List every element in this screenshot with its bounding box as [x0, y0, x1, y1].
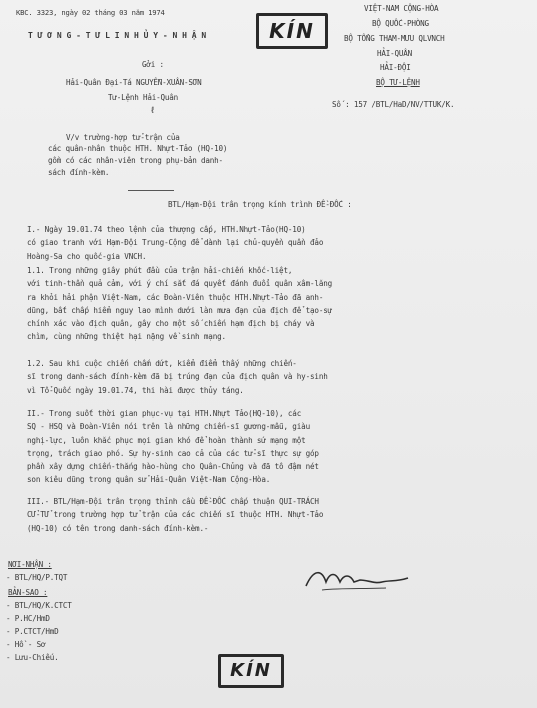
- p1-line: I.- Ngày 19.01.74 theo lệnh của thượng cấp, HTH.Nhựt-Tảo(HQ-10): [27, 225, 306, 234]
- paragraph-1-1: [27, 264, 332, 344]
- p2-line: ra khỏi hải phận Việt-Nam, các Đoàn-Viên thuộc HTH.Nhựt-Tảo đã anh-: [27, 292, 324, 302]
- subject-line-1: các quân-nhân thuộc HTH. Nhựt-Tảo (HQ-10): [48, 144, 228, 153]
- p3-line: 1.2. Sau khi cuộc chiến chấm dứt, kiểm điểm thấy những chiến-: [27, 359, 297, 368]
- p1-line: có giao tranh với Hạm-Đội Trung-Cộng để dành lại chủ-quyền quần đảo: [27, 238, 324, 248]
- copies-label: BẢN-SAO :: [8, 588, 48, 597]
- recipients-label: NƠI-NHẬN :: [8, 560, 52, 569]
- to-label: Gởi :: [142, 60, 164, 69]
- header-right-line-4: HẢI-QUÂN: [377, 49, 412, 58]
- copy-item: - P.HC/HmD: [6, 614, 50, 623]
- paragraph-1: [27, 223, 323, 263]
- classification-stamp-top: KÍN: [256, 13, 328, 49]
- ref-date: KBC. 3323, ngày 02 tháng 03 năm 1974: [16, 8, 165, 17]
- header-right-line-3: BỘ TỔNG THAM-MƯU QLVNCH: [344, 34, 445, 43]
- subject-line-3: sách đính-kèm.: [48, 168, 110, 177]
- p4-line: nghị-lực, luôn khắc phục mọi gian khó để hoàn thành sứ mạng một: [27, 435, 306, 445]
- p5-line: CỬ-TỬ trong trường hợp tử trận của các chiến sĩ thuộc HTH. Nhựt-Tảo: [27, 510, 324, 520]
- subject-line-2: gồm có các nhân-viên trong phụ-bản danh-: [48, 156, 223, 165]
- p3-line: vì Tổ-Quốc ngày 19.01.74, thi hài được thủy táng.: [27, 385, 244, 395]
- salutation: BTL/Hạm-Đội trân trọng kính trình ĐỀ-ĐỐC :: [168, 200, 352, 209]
- copy-item: - Lưu-Chiếu.: [6, 653, 59, 662]
- handwritten-signature: [302, 558, 412, 598]
- classification-stamp-bottom: KÍN: [218, 654, 284, 688]
- recipient-mark: ℓ: [150, 106, 156, 116]
- p2-line: với tinh-thần quả cảm, với ý chí sắt đá quyết đánh đuổi quân xâm-lăng: [27, 279, 333, 289]
- recipient-item: - BTL/HQ/P.TQT: [6, 573, 68, 582]
- paragraph-1-2: [27, 357, 328, 397]
- p4-line: trọng, trách giao phó. Sự hy-sinh cao cả của các tử-sĩ thực sự góp: [27, 448, 319, 458]
- header-right-line-6: BỘ TƯ-LỆNH: [376, 78, 420, 87]
- p2-line: chính xác vào địch quân, gây cho một số chiến hạm địch bị cháy và: [27, 319, 315, 329]
- copy-item: - Hồ - Sơ: [6, 640, 46, 649]
- recipient-title: Tư-Lệnh Hải-Quân: [108, 93, 178, 102]
- p2-line: 1.1. Trong những giây phút đầu của trận hải-chiến khốc-liệt,: [27, 266, 293, 275]
- header-right-line-5: HẢI-ĐỘI: [380, 63, 411, 72]
- header-right-line-2: BỘ QUỐC-PHÒNG: [372, 19, 429, 28]
- copy-item: - BTL/HQ/K.CTCT: [6, 601, 72, 610]
- p4-line: SQ - HSQ và Đoàn-Viên nói trên là những chiến-sĩ gương-mẫu, giàu: [27, 422, 310, 432]
- p4-line: II.- Trong suốt thời gian phục-vụ tại HTH.Nhựt Tảo(HQ-10), các: [27, 409, 302, 418]
- p5-line: (HQ-10) có tên trong danh-sách đính-kèm.-: [27, 523, 209, 533]
- p5-line: III.- BTL/Hạm-Đội trân trọng thỉnh cầu ĐỀ-ĐỐC chấp thuận QUI-TRÁCH: [27, 497, 319, 506]
- document-number: Số : 157 /BTL/HaD/NV/TTUK/K.: [332, 100, 455, 109]
- recipient-name: Hải-Quân Đại-Tá NGUYỄN-XUÂN-SƠN: [66, 78, 202, 87]
- subject-label: V/v trường-hợp tử-trận của: [66, 133, 180, 142]
- p4-line: son kiêu dũng trong quân sử Hải-Quân Việt-Nam Cộng-Hòa.: [27, 475, 271, 485]
- p1-line: Hoàng-Sa cho quốc-gia VNCH.: [27, 251, 147, 261]
- p4-line: phần xây dựng chiến-thắng hào-hùng cho Quân-Chủng và đã tô đậm nét: [27, 462, 319, 472]
- subject-divider: [128, 190, 174, 191]
- header-right-line-1: VIỆT-NAM CỘNG-HÒA: [364, 4, 439, 13]
- copy-item: - P.CTCT/HmD: [6, 627, 59, 636]
- p2-line: chìm, cùng những thiệt hại nặng về sinh mạng.: [27, 332, 226, 342]
- paragraph-3: [27, 495, 323, 535]
- paragraph-2: [27, 407, 319, 487]
- sender-unit: T Ư Ơ N G - T Ư L I N H Ủ Y - N H Ậ N: [28, 31, 207, 40]
- p2-line: dũng, bất chấp hiểm nguy lao mình dưới làn mưa đạn của địch để tạo-sự: [27, 305, 333, 315]
- p3-line: sĩ trong danh-sách đính-kèm đã bị trúng đạn của địch quân và hy-sinh: [27, 372, 328, 382]
